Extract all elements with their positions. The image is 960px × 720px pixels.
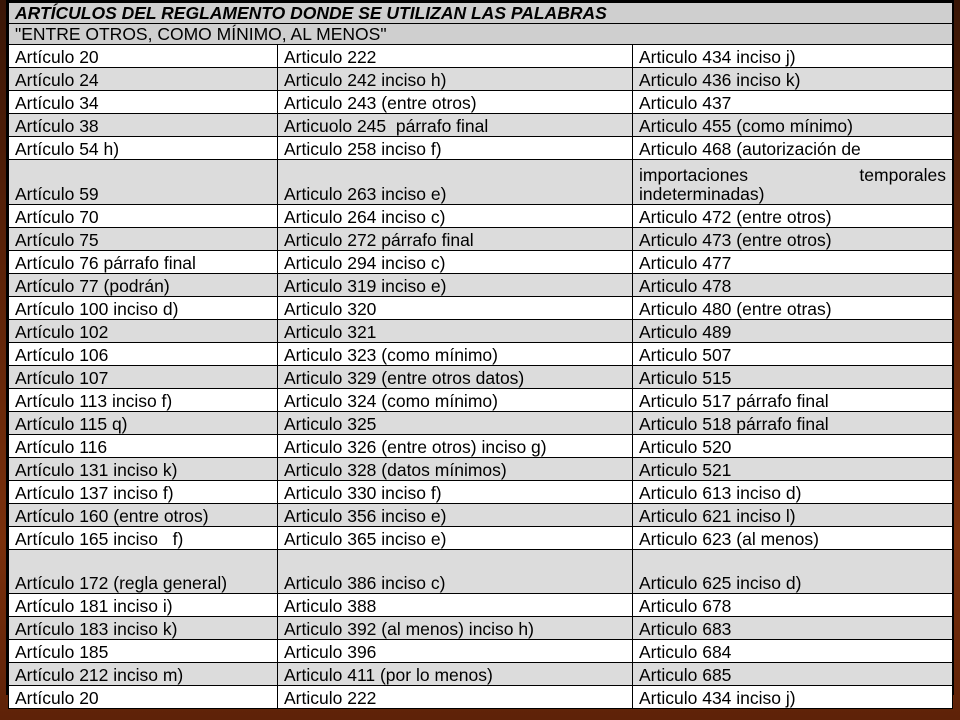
table-cell-text: Artículo 137 inciso f) (15, 483, 174, 503)
table-row (9, 343, 953, 366)
header-subtitle-row (9, 24, 953, 45)
table-row (9, 251, 953, 274)
table-cell-col-2 (278, 68, 633, 91)
table-cell-col-2 (278, 45, 633, 68)
table-cell-col-2 (278, 274, 633, 297)
table-cell-col-3 (633, 343, 953, 366)
table-row (9, 297, 953, 320)
table-cell-col-1 (9, 435, 278, 458)
table-cell-text: Artículo 212 inciso m) (15, 665, 184, 685)
table-row (9, 114, 953, 137)
table-cell-text: Articulo 388 (284, 596, 377, 616)
table-cell-col-2 (278, 389, 633, 412)
table-cell-text: Articulo 520 (639, 437, 732, 457)
table-cell-col-2 (278, 320, 633, 343)
table-cell-text: Articulo 272 párrafo final (284, 230, 474, 250)
table-cell-text: Articulo 330 inciso f) (284, 483, 442, 503)
table-cell-text: Articulo 325 (284, 414, 377, 434)
table-cell-text: Articulo 678 (639, 596, 732, 616)
table-row (9, 550, 953, 594)
table-cell-text: Articulo 321 (284, 322, 377, 342)
table-row (9, 45, 953, 68)
table-row (9, 663, 953, 686)
table-cell-text: Artículo 116 (15, 437, 108, 457)
table-cell-col-2 (278, 594, 633, 617)
table-cell-text: Articulo 478 (639, 276, 732, 296)
table-cell-text: Articulo 480 (entre otras) (639, 299, 832, 319)
table-cell-text: Artículo 77 (podrán) (15, 276, 170, 296)
table-cell-col-3 (633, 297, 953, 320)
table-cell-col-3 (633, 617, 953, 640)
table-cell-col-1 (9, 45, 278, 68)
table-cell-text: Articulo 222 (284, 47, 377, 67)
table-row (9, 527, 953, 550)
table-cell-col-2 (278, 251, 633, 274)
table-cell-text: Artículo 70 (15, 207, 99, 227)
table-cell-text: Articulo 434 inciso j) (639, 688, 796, 708)
table-cell-text: Articulo 477 (639, 253, 732, 273)
table-row (9, 640, 953, 663)
table-cell-col-2 (278, 504, 633, 527)
table-cell-col-1 (9, 137, 278, 160)
table-cell-col-2 (278, 160, 633, 205)
table-cell-col-3 (633, 504, 953, 527)
table-cell-text: Articulo 328 (datos mínimos) (284, 460, 507, 480)
table-cell-col-2 (278, 91, 633, 114)
table-cell-col-3 (633, 389, 953, 412)
table-cell-text: Artículo 102 (15, 322, 109, 342)
table-cell-text: Articulo 264 inciso c) (284, 207, 446, 227)
table-cell-text: Articulo 437 (639, 93, 732, 113)
table-row (9, 412, 953, 435)
table-cell-text: Artículo 115 q) (15, 414, 128, 434)
table-subtitle-text: "ENTRE OTROS, COMO MÍNIMO, AL MENOS" (15, 23, 387, 44)
table-cell-text: importaciones temporales indeterminadas) (639, 165, 946, 204)
table-cell-col-1 (9, 389, 278, 412)
table-row (9, 686, 953, 709)
table-cell-col-3 (633, 45, 953, 68)
table-cell-text: Articulo 436 inciso k) (639, 70, 801, 90)
table-row (9, 389, 953, 412)
table-cell-col-2 (278, 412, 633, 435)
table-cell-col-2 (278, 343, 633, 366)
table-cell-text: Articulo 320 (284, 299, 377, 319)
table-cell-col-2 (278, 527, 633, 550)
table-cell-text: Artículo 20 (15, 688, 99, 708)
table-cell-text: Articulo 242 inciso h) (284, 70, 447, 90)
table-row (9, 594, 953, 617)
table-cell-col-3 (633, 594, 953, 617)
table-cell-col-1 (9, 594, 278, 617)
table-cell-text: Artículo 106 (15, 345, 109, 365)
table-cell-col-2 (278, 640, 633, 663)
table-cell-text: Articulo 473 (entre otros) (639, 230, 832, 250)
table-cell-col-2 (278, 481, 633, 504)
table-cell-text: Articulo 468 (autorización de (639, 139, 861, 159)
table-cell-text: Articulo 294 inciso c) (284, 253, 446, 273)
table-cell-text: Articulo 684 (639, 642, 732, 662)
table-cell-col-3 (633, 114, 953, 137)
table-cell-text: Articulo 222 (284, 688, 377, 708)
table-cell-text: Artículo 113 inciso f) (15, 391, 173, 411)
table-cell-col-2 (278, 137, 633, 160)
table-row (9, 137, 953, 160)
table-cell-col-3 (633, 435, 953, 458)
table-cell-text: Artículo 131 inciso k) (15, 460, 178, 480)
table-cell-col-1 (9, 366, 278, 389)
table-cell-col-1 (9, 617, 278, 640)
table-cell-col-3 (633, 458, 953, 481)
table-cell-text: Articulo 365 inciso e) (284, 529, 447, 549)
slide-table-frame (6, 0, 954, 708)
table-cell-col-2 (278, 686, 633, 709)
table-cell-text: Artículo 20 (15, 47, 99, 67)
table-row (9, 205, 953, 228)
table-row (9, 435, 953, 458)
table-cell-text: Articulo 518 párrafo final (639, 414, 829, 434)
table-cell-col-1 (9, 640, 278, 663)
table-cell-col-3 (633, 160, 953, 205)
table-cell-col-2 (278, 663, 633, 686)
table-cell-col-1 (9, 458, 278, 481)
table-title-text: ARTÍCULOS DEL REGLAMENTO DONDE SE UTILIZAN LAS PALABRAS (15, 2, 607, 23)
table-cell-col-1 (9, 297, 278, 320)
table-cell-text: Articulo 623 (al menos) (639, 529, 819, 549)
table-cell-col-1 (9, 663, 278, 686)
table-cell-text: Articulo 517 párrafo final (639, 391, 829, 411)
table-cell-text: Artículo 107 (15, 368, 109, 388)
table-subtitle (9, 24, 953, 45)
table-cell-text: Artículo 54 h) (15, 139, 120, 159)
table-cell-col-2 (278, 114, 633, 137)
table-cell-col-2 (278, 550, 633, 594)
table-cell-col-1 (9, 504, 278, 527)
table-cell-text: Articulo 263 inciso e) (284, 184, 447, 204)
table-row (9, 458, 953, 481)
table-cell-text: Artículo 24 (15, 70, 99, 90)
table-cell-col-3 (633, 640, 953, 663)
table-cell-col-1 (9, 114, 278, 137)
table-cell-col-3 (633, 320, 953, 343)
table-cell-text: Artículo 183 inciso k) (15, 619, 178, 639)
table-cell-text: Articulo 621 inciso l) (639, 506, 796, 526)
table-cell-text: Articulo 515 (639, 368, 732, 388)
table-cell-text: Articulo 243 (entre otros) (284, 93, 477, 113)
table-cell-text: Articulo 489 (639, 322, 732, 342)
table-cell-text: Articulo 625 inciso d) (639, 573, 802, 593)
table-cell-text: Articulo 386 inciso c) (284, 573, 446, 593)
table-cell-col-1 (9, 68, 278, 91)
table-cell-col-2 (278, 205, 633, 228)
table-row (9, 91, 953, 114)
table-cell-text: Artículo 172 (regla general) (15, 573, 228, 593)
table-cell-text: Articulo 323 (como mínimo) (284, 345, 498, 365)
table-cell-text: Articulo 613 inciso d) (639, 483, 802, 503)
table-cell-col-1 (9, 686, 278, 709)
table-cell-col-1 (9, 91, 278, 114)
table-row (9, 366, 953, 389)
table-cell-col-1 (9, 550, 278, 594)
table-row (9, 481, 953, 504)
table-row (9, 228, 953, 251)
table-cell-text: Artículo 100 inciso d) (15, 299, 179, 319)
table-cell-text: Artículo 59 (15, 184, 99, 204)
table-cell-col-3 (633, 274, 953, 297)
table-cell-col-3 (633, 412, 953, 435)
table-cell-col-1 (9, 320, 278, 343)
table-cell-col-1 (9, 251, 278, 274)
table-cell-col-3 (633, 68, 953, 91)
table-cell-col-3 (633, 91, 953, 114)
table-cell-text: Articulo 455 (como mínimo) (639, 116, 853, 136)
table-cell-text: Articulo 683 (639, 619, 732, 639)
table-cell-text: Artículo 160 (entre otros) (15, 506, 209, 526)
table-cell-col-1 (9, 205, 278, 228)
table-cell-text: Artículo 185 (15, 642, 109, 662)
table-cell-text: Articulo 356 inciso e) (284, 506, 447, 526)
table-cell-text: Articulo 434 inciso j) (639, 47, 796, 67)
table-row (9, 617, 953, 640)
table-cell-col-3 (633, 686, 953, 709)
table-cell-col-3 (633, 228, 953, 251)
table-cell-text: Artículo 75 (15, 230, 99, 250)
table-cell-text: Articulo 521 (639, 460, 732, 480)
table-cell-col-2 (278, 617, 633, 640)
table-title (9, 3, 953, 24)
table-row (9, 320, 953, 343)
table-cell-col-3 (633, 251, 953, 274)
table-cell-text: Articulo 258 inciso f) (284, 139, 442, 159)
table-cell-text: Articulo 326 (entre otros) inciso g) (284, 437, 547, 457)
table-cell-col-1 (9, 274, 278, 297)
header-title-row (9, 3, 953, 24)
table-cell-text: Artículo 38 (15, 116, 99, 136)
table-cell-text: Artículo 34 (15, 93, 99, 113)
table-cell-col-2 (278, 458, 633, 481)
table-cell-col-2 (278, 435, 633, 458)
table-cell-col-1 (9, 343, 278, 366)
table-cell-text: Articulo 685 (639, 665, 732, 685)
table-cell-col-1 (9, 160, 278, 205)
table-row (9, 274, 953, 297)
table-cell-col-3 (633, 481, 953, 504)
table-cell-col-3 (633, 527, 953, 550)
table-row (9, 504, 953, 527)
table-cell-col-1 (9, 412, 278, 435)
table-cell-text: Artículo 76 párrafo final (15, 253, 196, 273)
table-cell-col-2 (278, 228, 633, 251)
table-cell-col-3 (633, 137, 953, 160)
table-cell-text: Articulo 329 (entre otros datos) (284, 368, 525, 388)
table-cell-col-3 (633, 205, 953, 228)
table-cell-col-1 (9, 527, 278, 550)
table-cell-text: Articuolo 245 párrafo final (284, 116, 489, 136)
table-cell-text: Articulo 319 inciso e) (284, 276, 447, 296)
table-cell-text: Articulo 324 (como mínimo) (284, 391, 498, 411)
table-cell-col-2 (278, 297, 633, 320)
table-cell-col-2 (278, 366, 633, 389)
table-cell-col-3 (633, 550, 953, 594)
table-cell-text: Articulo 392 (al menos) inciso h) (284, 619, 534, 639)
table-cell-text: Artículo 165 inciso f) (15, 529, 184, 549)
table-cell-text: Articulo 507 (639, 345, 732, 365)
table-cell-text: Articulo 396 (284, 642, 377, 662)
table-row (9, 68, 953, 91)
table-cell-text: Articulo 411 (por lo menos) (284, 665, 493, 685)
table-cell-col-1 (9, 228, 278, 251)
table-row (9, 160, 953, 205)
table-cell-col-1 (9, 481, 278, 504)
table-cell-col-3 (633, 663, 953, 686)
table-cell-text: Articulo 472 (entre otros) (639, 207, 832, 227)
table-cell-text: Artículo 181 inciso i) (15, 596, 173, 616)
articles-table (8, 2, 953, 709)
table-cell-col-3 (633, 366, 953, 389)
